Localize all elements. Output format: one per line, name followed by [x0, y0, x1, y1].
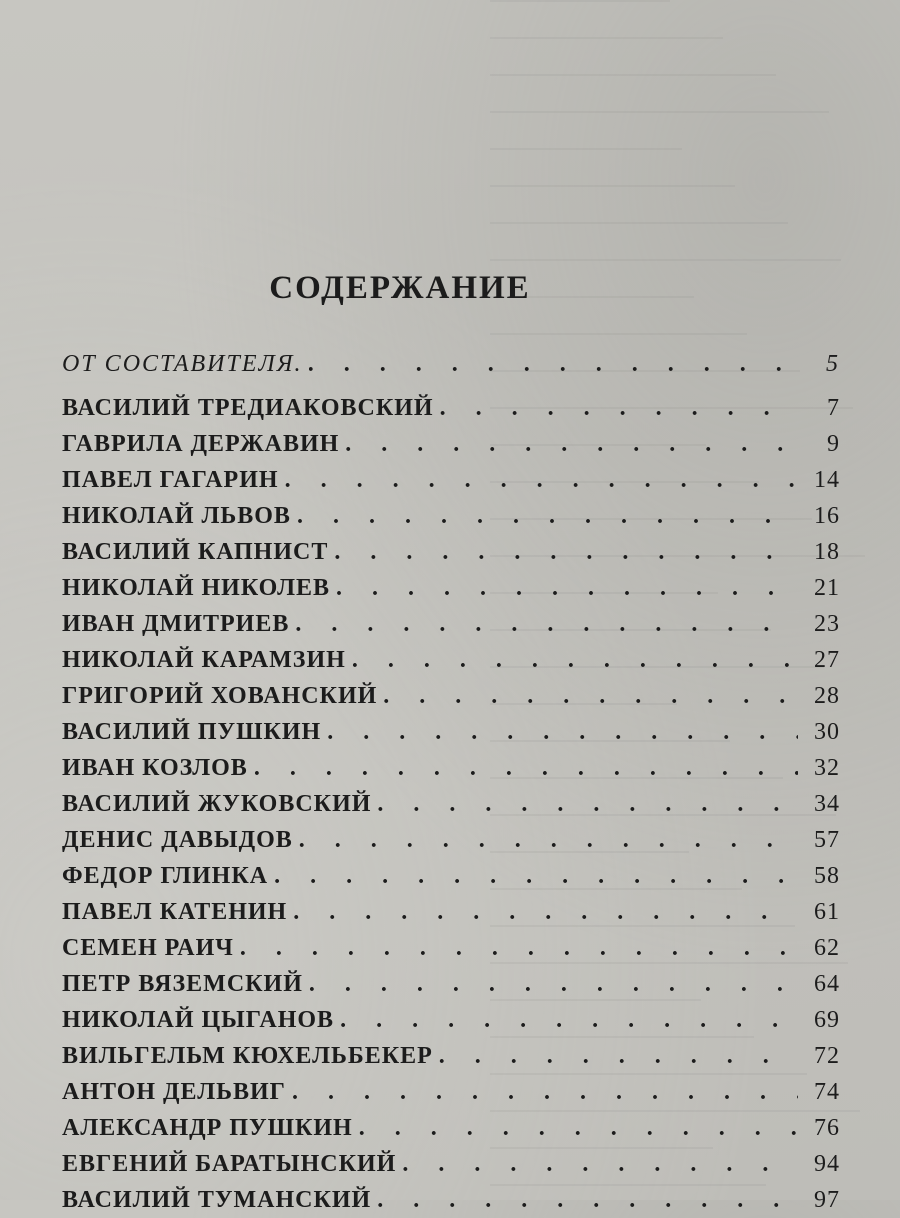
toc-entry-name: ВАСИЛИЙ ТУМАНСКИЙ — [62, 1187, 372, 1213]
toc-entry — [62, 534, 840, 570]
dot-leader — [383, 678, 798, 714]
toc-entry — [62, 390, 840, 426]
dot-leader — [340, 1002, 798, 1038]
ghost-line — [490, 185, 735, 222]
toc-entry-page: 27 — [814, 647, 840, 673]
dot-leader — [334, 534, 798, 570]
toc-entry-page: 16 — [814, 503, 840, 529]
toc-entry-page: 94 — [814, 1151, 840, 1177]
dot-leader — [293, 894, 798, 930]
toc-entry — [62, 1110, 840, 1146]
toc-entry-page: 74 — [814, 1079, 840, 1105]
toc-entry-name: ГАВРИЛА ДЕРЖАВИН — [62, 431, 340, 457]
toc-entry — [62, 1074, 840, 1110]
toc-entry-name: ВАСИЛИЙ ТРЕДИАКОВСКИЙ — [62, 395, 434, 421]
dot-leader — [292, 1074, 798, 1110]
toc-entry-page: 18 — [814, 539, 840, 565]
dot-leader — [240, 930, 798, 966]
toc-entry-name: АЛЕКСАНДР ПУШКИН — [62, 1115, 353, 1141]
toc-entry — [62, 462, 840, 498]
dot-leader — [402, 1146, 798, 1182]
toc-entry-name: СЕМЕН РАИЧ — [62, 935, 234, 961]
toc-entry-name: ПАВЕЛ ГАГАРИН — [62, 467, 279, 493]
toc-entry — [62, 750, 840, 786]
toc-entry-page: 28 — [814, 683, 840, 709]
toc-entry-name: ВАСИЛИЙ ЖУКОВСКИЙ — [62, 791, 372, 817]
toc-entry-page: 72 — [814, 1043, 840, 1069]
toc-entry-page: 23 — [814, 611, 840, 637]
toc-entry-page: 30 — [814, 719, 840, 745]
toc-entry — [62, 342, 840, 386]
toc-entry-page: 32 — [814, 755, 840, 781]
toc-entry-name: ИВАН ДМИТРИЕВ — [62, 611, 290, 637]
toc-entry-name: НИКОЛАЙ НИКОЛЕВ — [62, 575, 331, 601]
toc-entry — [62, 1002, 840, 1038]
toc-entry-page: 97 — [814, 1187, 840, 1213]
ghost-line — [490, 111, 829, 148]
dot-leader — [439, 1038, 798, 1074]
ghost-line — [490, 37, 723, 74]
dot-leader — [377, 786, 798, 822]
toc-entry-name: ИВАН КОЗЛОВ — [62, 755, 248, 781]
toc-entry-page: 61 — [814, 899, 840, 925]
toc-entry — [62, 498, 840, 534]
dot-leader — [336, 570, 798, 606]
toc-entry-page: 69 — [814, 1007, 840, 1033]
toc-entry-name: ПАВЕЛ КАТЕНИН — [62, 899, 288, 925]
toc-entry — [62, 966, 840, 1002]
page-title: СОДЕРЖАНИЕ — [269, 270, 531, 306]
toc-entry-name: ГРИГОРИЙ ХОВАНСКИЙ — [62, 683, 378, 709]
toc-entry-page: 76 — [814, 1115, 840, 1141]
toc-entry-page: 21 — [814, 575, 840, 601]
toc-entry — [62, 714, 840, 750]
toc-entry-name: ЕВГЕНИЙ БАРАТЫНСКИЙ — [62, 1151, 397, 1177]
toc-entry-name: ВАСИЛИЙ КАПНИСТ — [62, 539, 329, 565]
dot-leader — [309, 966, 798, 1002]
toc-entry-page: 9 — [827, 431, 840, 457]
dot-leader — [295, 606, 798, 642]
toc-entry-name: ВИЛЬГЕЛЬМ КЮХЕЛЬБЕКЕР — [62, 1043, 433, 1069]
dot-leader — [345, 426, 798, 462]
toc-entry-name: ДЕНИС ДАВЫДОВ — [62, 827, 293, 853]
dot-leader — [352, 642, 798, 678]
toc-entry-page: 7 — [827, 395, 840, 421]
toc-entry — [62, 570, 840, 606]
dot-leader — [274, 858, 798, 894]
dot-leader — [299, 822, 798, 858]
toc-entry-name: ПЕТР ВЯЗЕМСКИЙ — [62, 971, 303, 997]
toc-entry-page: 62 — [814, 935, 840, 961]
toc-entry-page: 14 — [814, 467, 840, 493]
toc-entry-name: ВАСИЛИЙ ПУШКИН — [62, 719, 322, 745]
ghost-line — [490, 148, 682, 185]
dot-leader — [377, 1182, 798, 1218]
toc-entry-name: ОТ СОСТАВИТЕЛЯ. — [62, 351, 303, 377]
toc-entry — [62, 642, 840, 678]
toc-entry-name: НИКОЛАЙ ЦЫГАНОВ — [62, 1007, 335, 1033]
toc-entry-page: 58 — [814, 863, 840, 889]
toc-entry — [62, 858, 840, 894]
dot-leader — [297, 498, 798, 534]
dot-leader — [254, 750, 798, 786]
toc-entry — [62, 930, 840, 966]
dot-leader — [285, 462, 798, 498]
toc-entry — [62, 1146, 840, 1182]
toc-entry — [62, 426, 840, 462]
dot-leader — [440, 390, 798, 426]
toc-entry — [62, 1038, 840, 1074]
toc-entry-name: НИКОЛАЙ ЛЬВОВ — [62, 503, 291, 529]
ghost-line — [490, 222, 788, 259]
toc-entry — [62, 894, 840, 930]
toc-entry — [62, 606, 840, 642]
ghost-line — [490, 74, 776, 111]
toc-entry-name: НИКОЛАЙ КАРАМЗИН — [62, 647, 346, 673]
toc-entry-page: 57 — [814, 827, 840, 853]
toc-entry — [62, 1182, 840, 1218]
dot-leader — [327, 714, 798, 750]
toc-entry — [62, 678, 840, 714]
ghost-line — [490, 0, 670, 37]
toc-entry — [62, 822, 840, 858]
dot-leader — [309, 342, 798, 386]
toc-entry — [62, 786, 840, 822]
toc-entry-page: 5 — [826, 351, 840, 377]
toc-entry-page: 34 — [814, 791, 840, 817]
toc-entry-name: АНТОН ДЕЛЬВИГ — [62, 1079, 286, 1105]
table-of-contents — [62, 342, 840, 1218]
toc-entry-name: ФЕДОР ГЛИНКА — [62, 863, 269, 889]
dot-leader — [359, 1110, 798, 1146]
toc-entry-page: 64 — [814, 971, 840, 997]
